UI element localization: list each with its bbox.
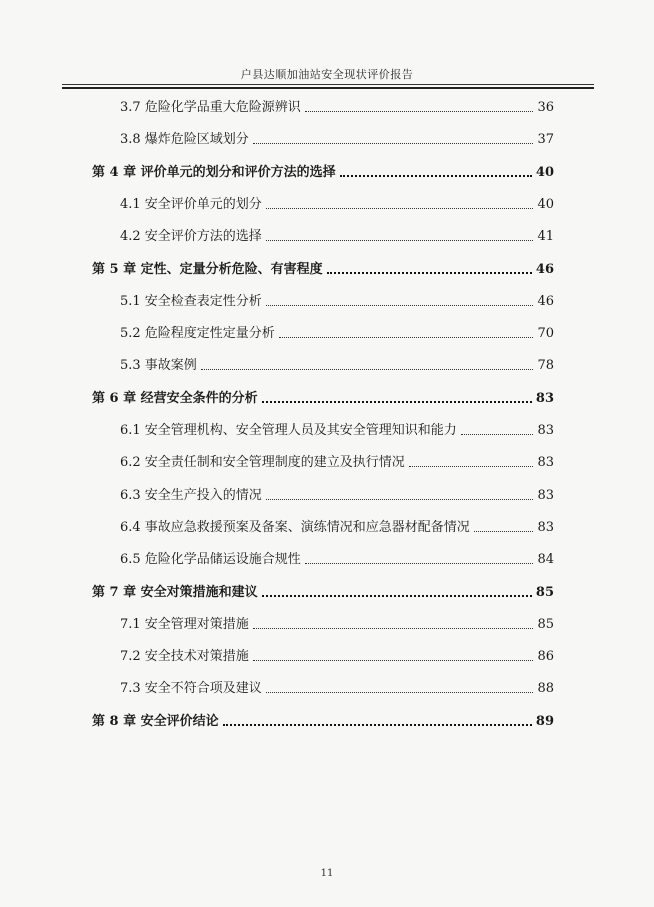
toc-section-entry[interactable] bbox=[120, 451, 554, 471]
toc-section-entry[interactable] bbox=[120, 354, 554, 374]
toc-entry-title: 第 8 章 安全评价结论 bbox=[92, 713, 219, 729]
toc-dot-leader bbox=[305, 554, 534, 564]
toc-entry-page-number: 78 bbox=[537, 358, 554, 374]
toc-entry-title: 第 7 章 安全对策措施和建议 bbox=[92, 584, 258, 600]
toc-entry-page-number: 46 bbox=[535, 261, 554, 277]
toc-section-entry[interactable] bbox=[120, 613, 554, 633]
toc-entry-title: 6.2 安全责任制和安全管理制度的建立及执行情况 bbox=[120, 455, 405, 471]
toc-section-entry[interactable] bbox=[120, 419, 554, 439]
toc-dot-leader bbox=[253, 651, 534, 661]
toc-dot-leader bbox=[266, 490, 534, 500]
toc-entry-title: 5.2 危险程度定性定量分析 bbox=[120, 326, 275, 342]
page-number: 11 bbox=[320, 868, 334, 879]
toc-entry-page-number: 83 bbox=[537, 455, 554, 471]
toc-entry-page-number: 89 bbox=[535, 713, 554, 729]
toc-dot-leader bbox=[305, 102, 534, 112]
toc-entry-page-number: 36 bbox=[537, 100, 554, 115]
toc-dot-leader bbox=[266, 231, 534, 241]
toc-dot-leader bbox=[266, 683, 534, 693]
toc-chapter-entry[interactable] bbox=[92, 258, 554, 278]
header-rule-thick bbox=[62, 87, 594, 89]
toc-dot-leader bbox=[474, 522, 534, 532]
toc-section-entry[interactable] bbox=[120, 548, 554, 568]
toc-entry-page-number: 86 bbox=[537, 649, 554, 665]
toc-section-entry[interactable] bbox=[120, 484, 554, 504]
toc-entry-title: 6.3 安全生产投入的情况 bbox=[120, 487, 262, 503]
toc-section-entry[interactable] bbox=[120, 193, 554, 213]
toc-entry-title: 第 4 章 评价单元的划分和评价方法的选择 bbox=[92, 164, 336, 180]
toc-chapter-entry[interactable] bbox=[92, 387, 554, 407]
toc-entry-page-number: 46 bbox=[537, 293, 554, 309]
toc-entry-page-number: 85 bbox=[535, 584, 554, 600]
toc-dot-leader bbox=[279, 328, 534, 338]
toc-entry-title: 5.3 事故案例 bbox=[120, 358, 197, 374]
toc-entry-title: 7.2 安全技术对策措施 bbox=[120, 649, 249, 665]
toc-section-entry[interactable] bbox=[120, 290, 554, 310]
toc-entry-title: 第 6 章 经营安全条件的分析 bbox=[92, 390, 258, 406]
toc-entry-page-number: 41 bbox=[537, 229, 554, 245]
toc-section-entry[interactable] bbox=[120, 128, 554, 148]
toc-entry-title: 7.1 安全管理对策措施 bbox=[120, 616, 249, 632]
toc-entry-page-number: 37 bbox=[537, 132, 554, 148]
toc-entry-title: 5.1 安全检查表定性分析 bbox=[120, 293, 262, 309]
toc-entry-title: 3.8 爆炸危险区域划分 bbox=[120, 132, 249, 148]
toc-section-entry[interactable] bbox=[120, 677, 554, 697]
toc-dot-leader bbox=[201, 360, 534, 370]
toc-dot-leader bbox=[223, 715, 532, 726]
toc-chapter-entry[interactable] bbox=[92, 581, 554, 601]
toc-entry-title: 6.4 事故应急救援预案及备案、演练情况和应急器材配备情况 bbox=[120, 519, 470, 535]
toc-entry-title: 6.1 安全管理机构、安全管理人员及其安全管理知识和能力 bbox=[120, 423, 457, 438]
toc-chapter-entry[interactable] bbox=[92, 161, 554, 181]
toc-section-entry[interactable] bbox=[120, 516, 554, 536]
toc-entry-title: 第 5 章 定性、定量分析危险、有害程度 bbox=[92, 261, 323, 277]
toc-dot-leader bbox=[409, 457, 534, 467]
toc-entry-page-number: 83 bbox=[537, 423, 554, 438]
toc-entry-page-number: 40 bbox=[537, 196, 554, 212]
toc-dot-leader bbox=[266, 199, 534, 209]
toc-entry-page-number: 83 bbox=[537, 519, 554, 535]
header-rule bbox=[62, 84, 594, 85]
running-header: 户县达顺加油站安全现状评价报告 bbox=[240, 68, 414, 81]
toc-entry-title: 4.2 安全评价方法的选择 bbox=[120, 229, 262, 245]
toc-dot-leader bbox=[253, 134, 534, 144]
toc-entry-title: 6.5 危险化学品储运设施合规性 bbox=[120, 552, 301, 568]
toc-dot-leader bbox=[253, 619, 534, 629]
toc-section-entry[interactable] bbox=[120, 322, 554, 342]
toc-dot-leader bbox=[340, 166, 532, 177]
toc-dot-leader bbox=[262, 586, 532, 597]
toc-section-entry[interactable] bbox=[120, 96, 554, 116]
toc-entry-page-number: 88 bbox=[537, 681, 554, 697]
toc-section-entry[interactable] bbox=[120, 645, 554, 665]
toc-entry-page-number: 83 bbox=[537, 487, 554, 503]
toc-entry-title: 3.7 危险化学品重大危险源辨识 bbox=[120, 100, 301, 115]
toc-section-entry[interactable] bbox=[120, 225, 554, 245]
toc-entry-page-number: 40 bbox=[535, 164, 554, 180]
toc-entry-page-number: 70 bbox=[537, 326, 554, 342]
toc-dot-leader bbox=[266, 296, 534, 306]
toc-entry-page-number: 85 bbox=[537, 616, 554, 632]
toc-dot-leader bbox=[461, 425, 534, 435]
toc-chapter-entry[interactable] bbox=[92, 710, 554, 730]
toc-entry-page-number: 83 bbox=[535, 390, 554, 406]
toc-entry-page-number: 84 bbox=[537, 552, 554, 568]
toc-dot-leader bbox=[327, 263, 532, 274]
toc-entry-title: 7.3 安全不符合项及建议 bbox=[120, 681, 262, 697]
toc-dot-leader bbox=[262, 392, 532, 403]
toc-entry-title: 4.1 安全评价单元的划分 bbox=[120, 196, 262, 212]
